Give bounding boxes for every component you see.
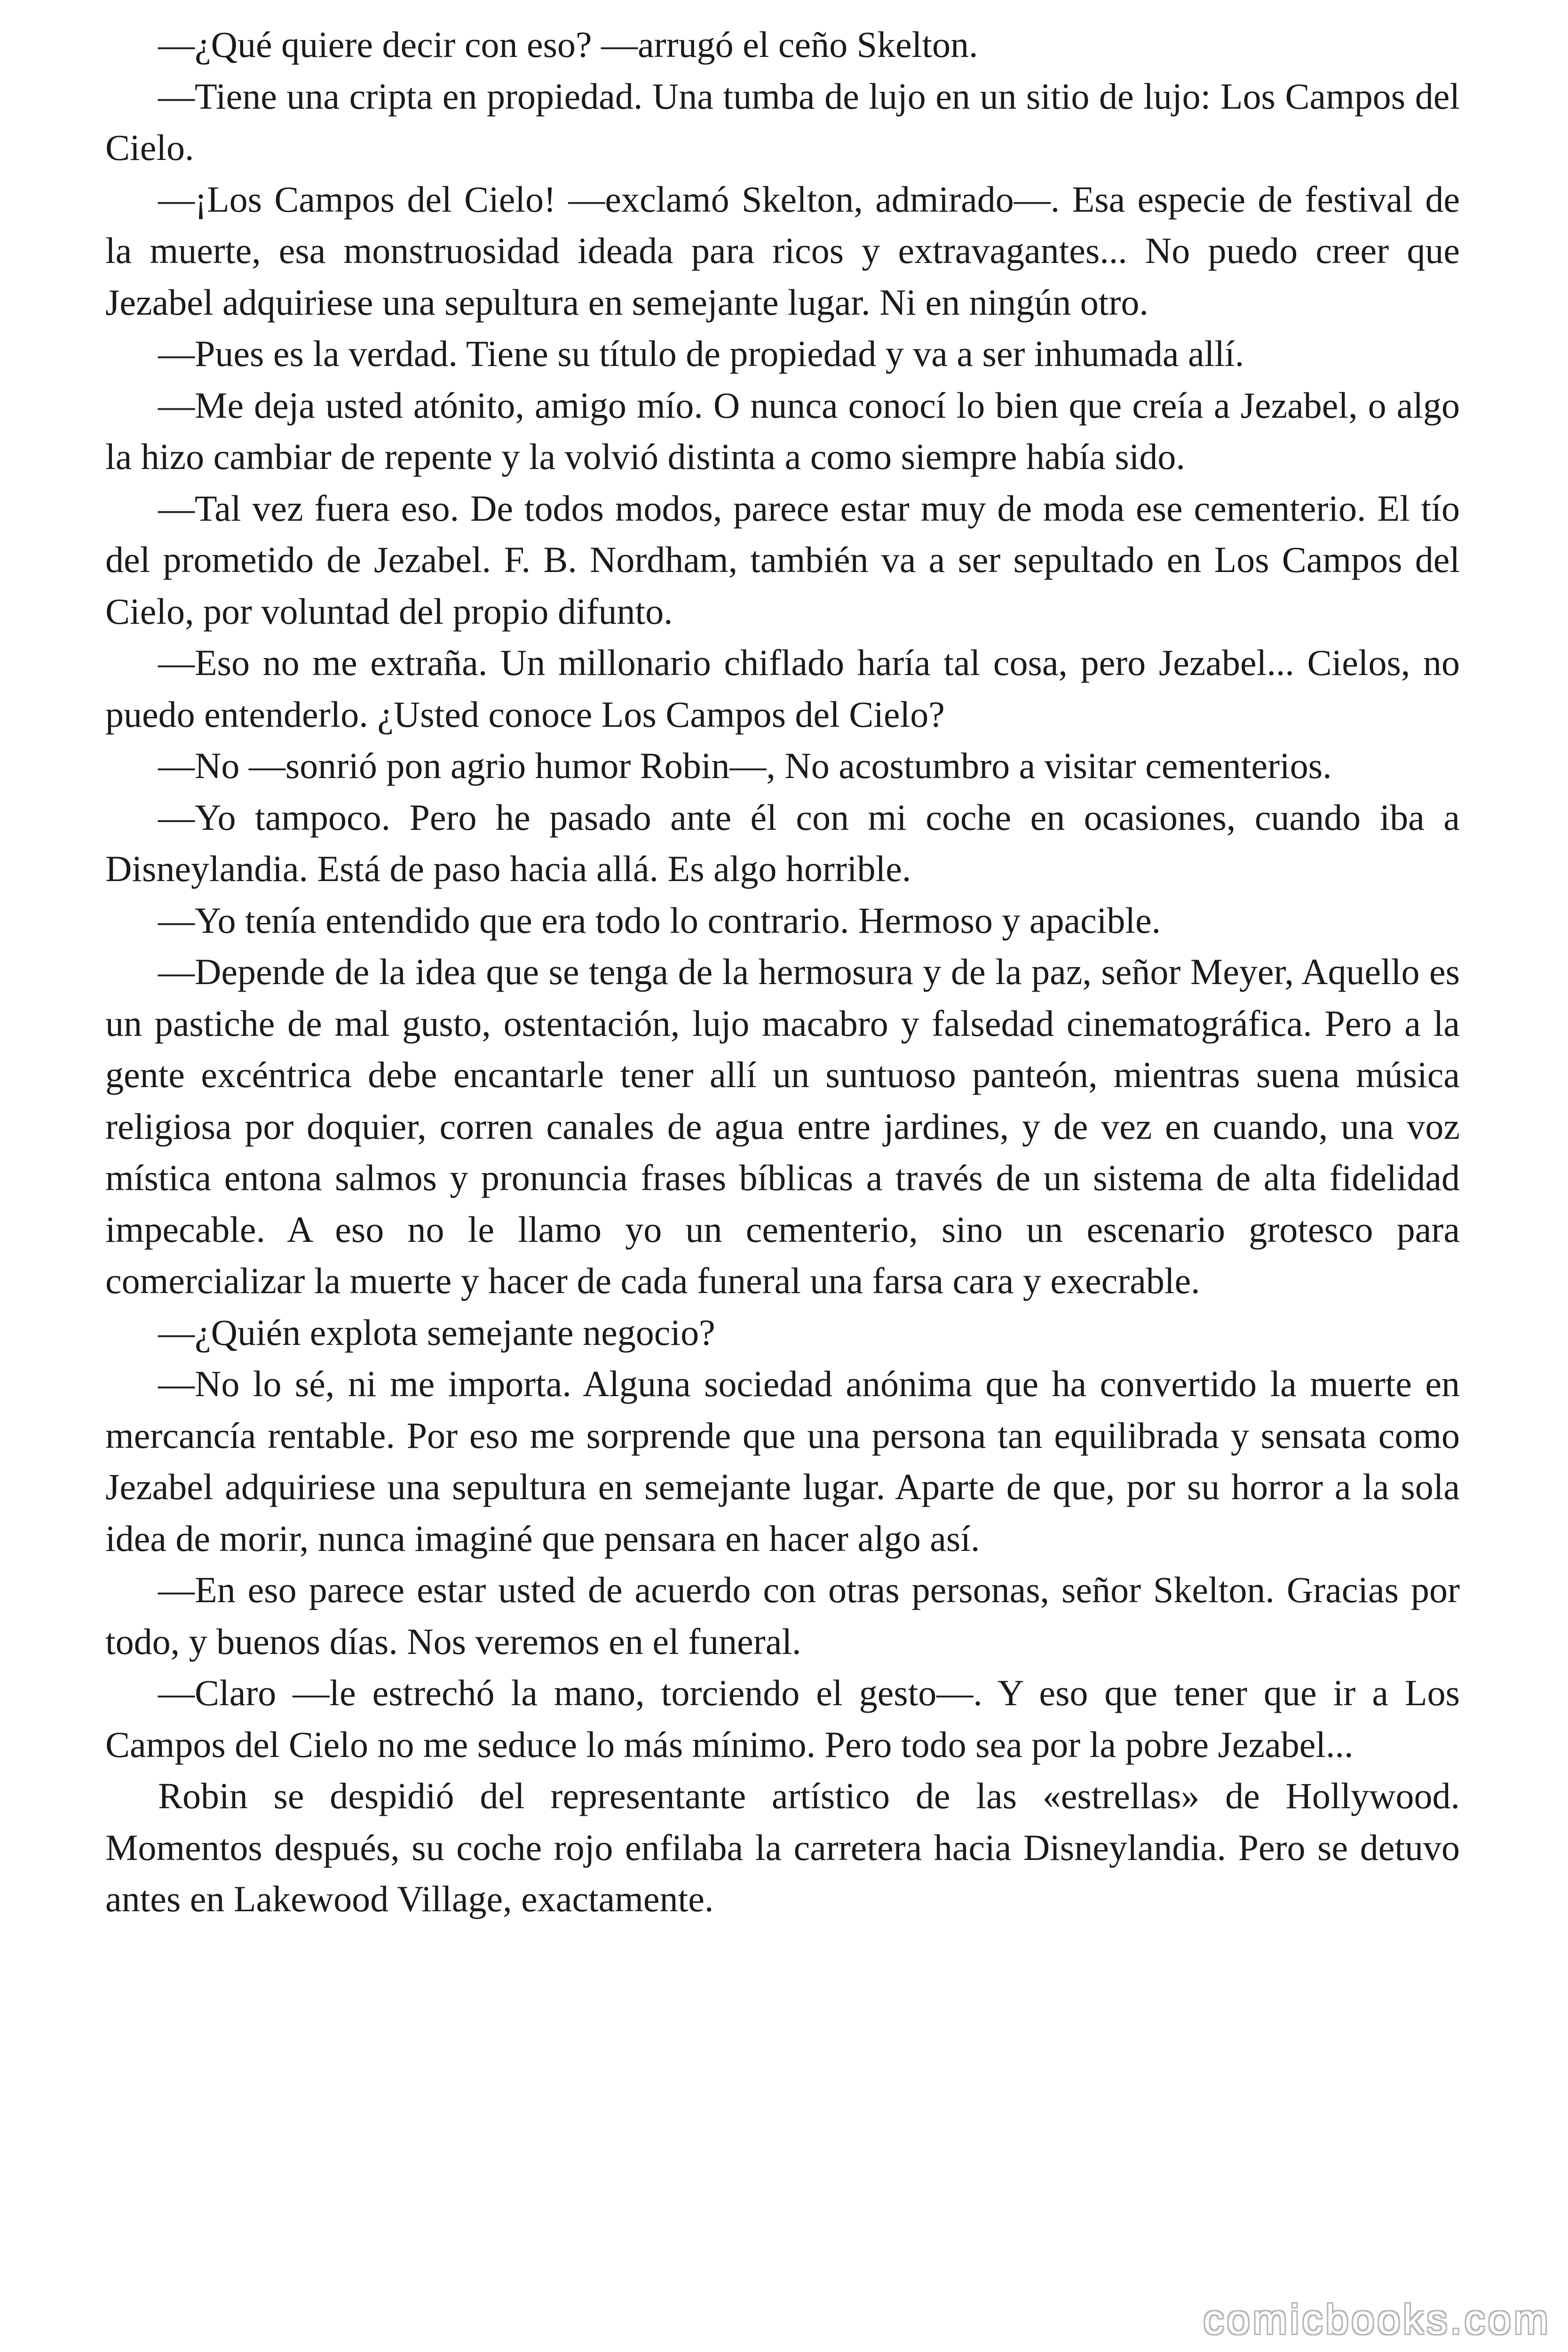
paragraph: —¡Los Campos del Cielo! —exclamó Skelton, admirado—. Esa especie de festival de la muerte, esa monstruosidad ideada para ricos y extravagantes... No puedo creer que Jezabel adquiriese una sepultura en semejante lugar. Ni en ningún otro.	[105, 178, 1469, 323]
paragraph: —Tal vez fuera eso. De todos modos, parece estar muy de moda ese cementerio. El tío del prometido de Jezabel. F. B. Nordham, también va a ser sepultado en Los Campos del Cielo, por voluntad del propio difunto.	[105, 487, 1469, 632]
paragraph: —Tiene una cripta en propiedad. Una tumba de lujo en un sitio de lujo: Los Campos del Cielo.	[105, 75, 1469, 168]
page-text	[105, 19, 1469, 1925]
paragraph: —Pues es la verdad. Tiene su título de propiedad y va a ser inhumada allí.	[158, 333, 1244, 374]
paragraph: —Eso no me extraña. Un millonario chiflado haría tal cosa, pero Jezabel... Cielos, no puedo entenderlo. ¿Usted conoce Los Campos del Cielo?	[105, 642, 1469, 735]
paragraph: —¿Qué quiere decir con eso? —arrugó el ceño Skelton.	[158, 24, 978, 65]
paragraph: —¿Quién explota semejante negocio?	[158, 1311, 715, 1353]
paragraph: —No lo sé, ni me importa. Alguna sociedad anónima que ha convertido la muerte en mercancía rentable. Por eso me sorprende que una persona tan equilibrada y sensata como Jezabel adquiriese una sepultura en semejante lugar. Aparte de que, por su horror a la sola idea de morir, nunca imaginé que pensara en hacer algo así.	[105, 1363, 1469, 1559]
watermark: comicbooks.com	[1203, 2296, 1551, 2343]
paragraph: —Depende de la idea que se tenga de la hermosura y de la paz, señor Meyer, Aquello es un pastiche de mal gusto, ostentación, lujo macabro y falsedad cinematográfica. Pero a la gente excéntrica debe encantarle tener allí un suntuoso panteón, mientras suena música religiosa por doquier, corren canales de agua entre jardines, y de vez en cuando, una voz mística entona salmos y pronuncia frases bíblicas a través de un sistema de alta fidelidad impecable. A eso no le llamo yo un cementerio, sino un escenario grotesco para comercializar la muerte y hacer de cada funeral una farsa cara y execrable.	[105, 951, 1469, 1301]
paragraph: —Claro —le estrechó la mano, torciendo el gesto—. Y eso que tener que ir a Los Campos del Cielo no me seduce lo más mínimo. Pero todo sea por la pobre Jezabel...	[105, 1672, 1469, 1765]
paragraph: —Yo tenía entendido que era todo lo contrario. Hermoso y apacible.	[158, 899, 1161, 941]
paragraph: —No —sonrió pon agrio humor Robin—, No acostumbro a visitar cementerios.	[158, 745, 1332, 786]
paragraph: —Me deja usted atónito, amigo mío. O nunca conocí lo bien que creía a Jezabel, o algo la hizo cambiar de repente y la volvió distinta a como siempre había sido.	[105, 384, 1469, 477]
paragraph: —En eso parece estar usted de acuerdo con otras personas, señor Skelton. Gracias por todo, y buenos días. Nos veremos en el funeral.	[105, 1569, 1469, 1662]
paragraph: Robin se despidió del representante artístico de las «estrellas» de Hollywood. Momentos después, su coche rojo enfilaba la carretera hacia Disneylandia. Pero se detuvo antes en Lakewood Village, exactamente.	[105, 1775, 1469, 1919]
paragraph: —Yo tampoco. Pero he pasado ante él con mi coche en ocasiones, cuando iba a Disneylandia. Está de paso hacia allá. Es algo horrible.	[105, 796, 1469, 889]
